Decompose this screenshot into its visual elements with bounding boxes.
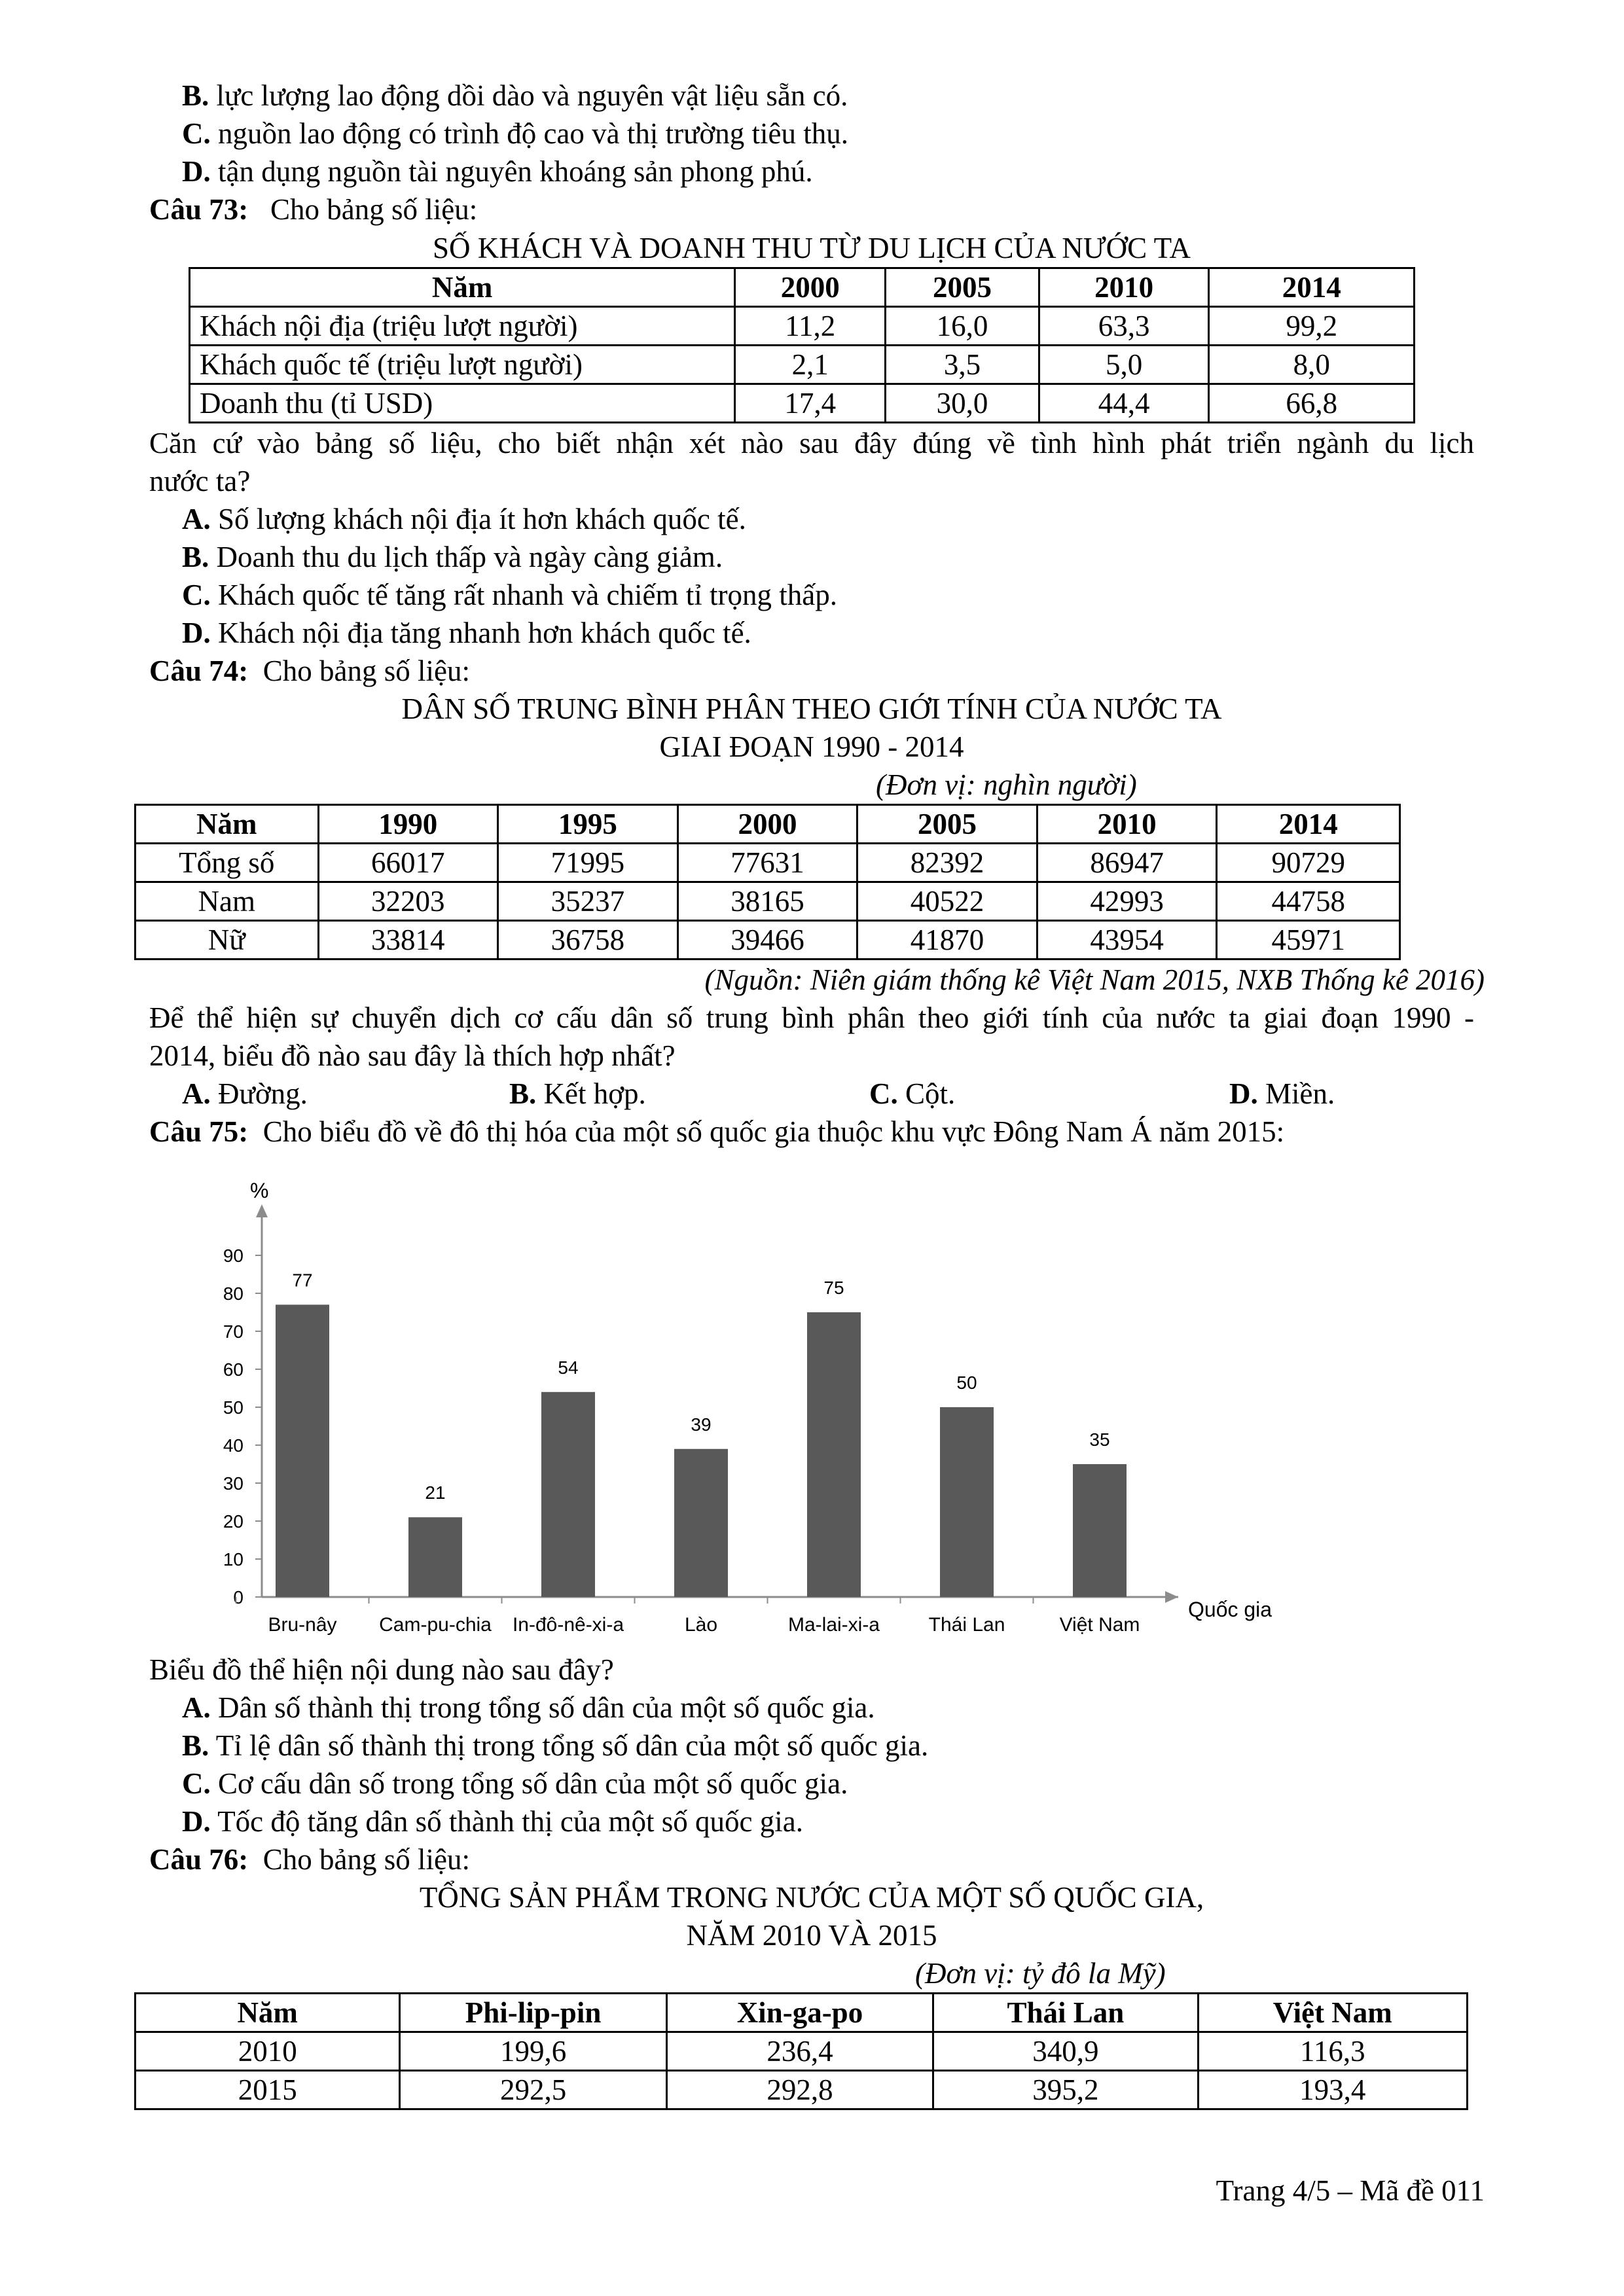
table-cell: 63,3	[1039, 307, 1209, 346]
table-cell: 38165	[677, 882, 857, 921]
q73-option-a: A. Số lượng khách nội địa ít hơn khách quốc tế.	[182, 503, 746, 535]
table-row	[190, 307, 1415, 346]
q75-question: Biểu đồ thể hiện nội dung nào sau đây?	[149, 1653, 614, 1686]
y-tick-label: 40	[223, 1435, 244, 1456]
table-cell: 36758	[498, 921, 678, 960]
table-cell: 77631	[677, 844, 857, 882]
q74-question: Để thể hiện sự chuyển dịch cơ cấu dân số trung bình phân theo giới tính của nước ta giai đoạn 1990 -	[149, 1001, 1474, 1034]
bar-value-label: 75	[823, 1278, 844, 1298]
table-cell: 82392	[857, 844, 1038, 882]
table-cell: 41870	[857, 921, 1038, 960]
table-cell: Nam	[135, 882, 319, 921]
table-cell: 199,6	[400, 2032, 666, 2071]
bar	[1073, 1464, 1127, 1597]
bar	[940, 1407, 994, 1597]
table-cell: 2,1	[735, 346, 886, 384]
table-cell: 66,8	[1209, 384, 1415, 423]
q74-question-cont: 2014, biểu đồ nào sau đây là thích hợp nhất?	[149, 1039, 676, 1072]
table-cell: 340,9	[933, 2032, 1198, 2071]
table-cell: 43954	[1037, 921, 1217, 960]
y-tick-label: 80	[223, 1283, 244, 1304]
header-cell: 2005	[857, 805, 1038, 844]
q73-table	[189, 267, 1415, 423]
option-d: D. tận dụng nguồn tài nguyên khoáng sản phong phú.	[182, 155, 813, 188]
table-cell: 90729	[1217, 844, 1400, 882]
q73-question: Căn cứ vào bảng số liệu, cho biết nhận xét nào sau đây đúng về tình hình phát triển ngành du lịch	[149, 427, 1474, 459]
q74-table-subtitle: GIAI ĐOẠN 1990 - 2014	[659, 730, 964, 763]
table-cell: 2010	[135, 2032, 400, 2071]
bar	[276, 1304, 329, 1597]
table-cell: 40522	[857, 882, 1038, 921]
page-footer: Trang 4/5 – Mã đề 011	[1216, 2174, 1485, 2207]
q74-table-title: DÂN SỐ TRUNG BÌNH PHÂN THEO GIỚI TÍNH CỦA NƯỚC TA	[401, 692, 1222, 725]
header-cell: Năm	[135, 805, 319, 844]
bar-value-label: 54	[558, 1357, 579, 1378]
table-cell: 3,5	[886, 346, 1039, 384]
y-tick-label: 10	[223, 1549, 244, 1570]
header-cell: 2000	[735, 268, 886, 307]
table-cell: Khách quốc tế (triệu lượt người)	[190, 346, 735, 384]
y-tick-label: 50	[223, 1397, 244, 1418]
bar	[674, 1449, 728, 1597]
q76-table-title: TỔNG SẢN PHẨM TRONG NƯỚC CỦA MỘT SỐ QUỐC GIA,	[419, 1881, 1204, 1914]
table-cell: 44758	[1217, 882, 1400, 921]
table-row	[135, 921, 1400, 960]
x-axis-arrow	[1165, 1591, 1178, 1603]
q76-table	[134, 1992, 1468, 2110]
table-cell: 5,0	[1039, 346, 1209, 384]
q73-label: Câu 73: Cho bảng số liệu:	[149, 193, 478, 226]
table-cell: Doanh thu (tỉ USD)	[190, 384, 735, 423]
bar	[807, 1312, 861, 1597]
bar-value-label: 21	[425, 1482, 446, 1503]
x-tick-label: In-đô-nê-xi-a	[512, 1614, 624, 1636]
q74-option-b: B. Kết hợp.	[509, 1077, 646, 1110]
header-cell: 2010	[1037, 805, 1217, 844]
table-cell: Khách nội địa (triệu lượt người)	[190, 307, 735, 346]
bar	[408, 1517, 462, 1597]
bar-value-label: 77	[292, 1270, 313, 1291]
table-cell: 45971	[1217, 921, 1400, 960]
y-axis-label: %	[250, 1179, 269, 1202]
x-tick-label: Cam-pu-chia	[379, 1614, 492, 1636]
q73-option-d: D. Khách nội địa tăng nhanh hơn khách quốc tế.	[182, 617, 751, 649]
table-cell: 395,2	[933, 2071, 1198, 2109]
table-cell: 2015	[135, 2071, 400, 2109]
x-tick-label: Ma-lai-xi-a	[787, 1614, 880, 1636]
table-row	[135, 2032, 1468, 2071]
option-b: B. lực lượng lao động dồi dào và nguyên vật liệu sẵn có.	[182, 79, 848, 112]
header-cell: 2010	[1039, 268, 1209, 307]
table-cell: Nữ	[135, 921, 319, 960]
bar-value-label: 50	[956, 1372, 977, 1393]
table-row	[135, 882, 1400, 921]
bar-value-label: 39	[691, 1414, 712, 1435]
table-cell: 17,4	[735, 384, 886, 423]
x-tick-label: Lào	[684, 1614, 718, 1636]
q75-option-d: D. Tốc độ tăng dân số thành thị của một số quốc gia.	[182, 1805, 804, 1838]
q74-option-d: D. Miền.	[1229, 1077, 1335, 1110]
table-cell: 193,4	[1198, 2071, 1467, 2109]
q73-option-c: C. Khách quốc tế tăng rất nhanh và chiếm tỉ trọng thấp.	[182, 579, 837, 611]
q73-table-title: SỐ KHÁCH VÀ DOANH THU TỪ DU LỊCH CỦA NƯỚC TA	[433, 232, 1191, 264]
table-row	[135, 844, 1400, 882]
table-cell: 16,0	[886, 307, 1039, 346]
table-cell: 8,0	[1209, 346, 1415, 384]
table-cell: 66017	[318, 844, 498, 882]
y-tick-label: 60	[223, 1359, 244, 1380]
q73-question-cont: nước ta?	[149, 465, 251, 497]
x-tick-label: Việt Nam	[1059, 1614, 1140, 1636]
header-cell: Việt Nam	[1198, 1994, 1467, 2032]
table-cell: 39466	[677, 921, 857, 960]
y-tick-label: 90	[223, 1246, 244, 1266]
q75-option-c: C. Cơ cấu dân số trong tổng số dân của một số quốc gia.	[182, 1767, 848, 1800]
x-tick-label: Thái Lan	[928, 1614, 1005, 1636]
table-row	[135, 2071, 1468, 2109]
header-cell: 2000	[677, 805, 857, 844]
q75-option-b: B. Tỉ lệ dân số thành thị trong tổng số dân của một số quốc gia.	[182, 1729, 929, 1762]
header-cell: 2005	[886, 268, 1039, 307]
table-row	[190, 384, 1415, 423]
table-cell: 35237	[498, 882, 678, 921]
q74-table	[134, 804, 1401, 960]
q73-option-b: B. Doanh thu du lịch thấp và ngày càng giảm.	[182, 541, 723, 573]
q76-table-subtitle: NĂM 2010 VÀ 2015	[686, 1919, 937, 1952]
x-axis-label: Quốc gia	[1188, 1598, 1272, 1621]
q74-option-c: C. Cột.	[869, 1077, 956, 1110]
y-tick-label: 20	[223, 1511, 244, 1532]
y-axis-arrow	[256, 1204, 268, 1217]
header-cell: 1995	[498, 805, 678, 844]
bar-value-label: 35	[1089, 1429, 1110, 1450]
table-cell: 44,4	[1039, 384, 1209, 423]
table-cell: 86947	[1037, 844, 1217, 882]
header-cell: 1990	[318, 805, 498, 844]
table-cell: 33814	[318, 921, 498, 960]
table-header-row	[135, 1994, 1468, 2032]
header-cell: Phi-lip-pin	[400, 1994, 666, 2032]
table-cell: 99,2	[1209, 307, 1415, 346]
y-tick-label: 70	[223, 1321, 244, 1342]
urbanization-bar-chart	[151, 1172, 1329, 1656]
header-cell: 2014	[1217, 805, 1400, 844]
table-cell: 32203	[318, 882, 498, 921]
y-tick-label: 0	[233, 1587, 244, 1607]
header-cell: Xin-ga-po	[666, 1994, 933, 2032]
table-cell: 292,5	[400, 2071, 666, 2109]
header-cell: Năm	[135, 1994, 400, 2032]
table-cell: 116,3	[1198, 2032, 1467, 2071]
table-header-row	[190, 268, 1415, 307]
table-cell: Tổng số	[135, 844, 319, 882]
header-cell: Năm	[190, 268, 735, 307]
q74-source: (Nguồn: Niên giám thống kê Việt Nam 2015, NXB Thống kê 2016)	[704, 963, 1485, 996]
q76-label: Câu 76: Cho bảng số liệu:	[149, 1843, 470, 1876]
header-cell: Thái Lan	[933, 1994, 1198, 2032]
table-cell: 236,4	[666, 2032, 933, 2071]
header-cell: 2014	[1209, 268, 1415, 307]
table-cell: 42993	[1037, 882, 1217, 921]
table-cell: 11,2	[735, 307, 886, 346]
y-tick-label: 30	[223, 1473, 244, 1494]
x-tick-label: Bru-nây	[268, 1614, 337, 1636]
table-header-row	[135, 805, 1400, 844]
table-row	[190, 346, 1415, 384]
bar	[541, 1392, 595, 1597]
table-cell: 292,8	[666, 2071, 933, 2109]
q76-unit: (Đơn vị: tỷ đô la Mỹ)	[915, 1957, 1166, 1990]
q74-unit: (Đơn vị: nghìn người)	[876, 768, 1137, 801]
table-cell: 30,0	[886, 384, 1039, 423]
q74-option-a: A. Đường.	[182, 1077, 308, 1110]
q74-label: Câu 74: Cho bảng số liệu:	[149, 655, 470, 687]
q75-label: Câu 75: Cho biểu đồ về đô thị hóa của một số quốc gia thuộc khu vực Đông Nam Á năm 2015:	[149, 1115, 1285, 1148]
option-c: C. nguồn lao động có trình độ cao và thị trường tiêu thụ.	[182, 117, 849, 150]
table-cell: 71995	[498, 844, 678, 882]
q75-option-a: A. Dân số thành thị trong tổng số dân của một số quốc gia.	[182, 1691, 875, 1724]
